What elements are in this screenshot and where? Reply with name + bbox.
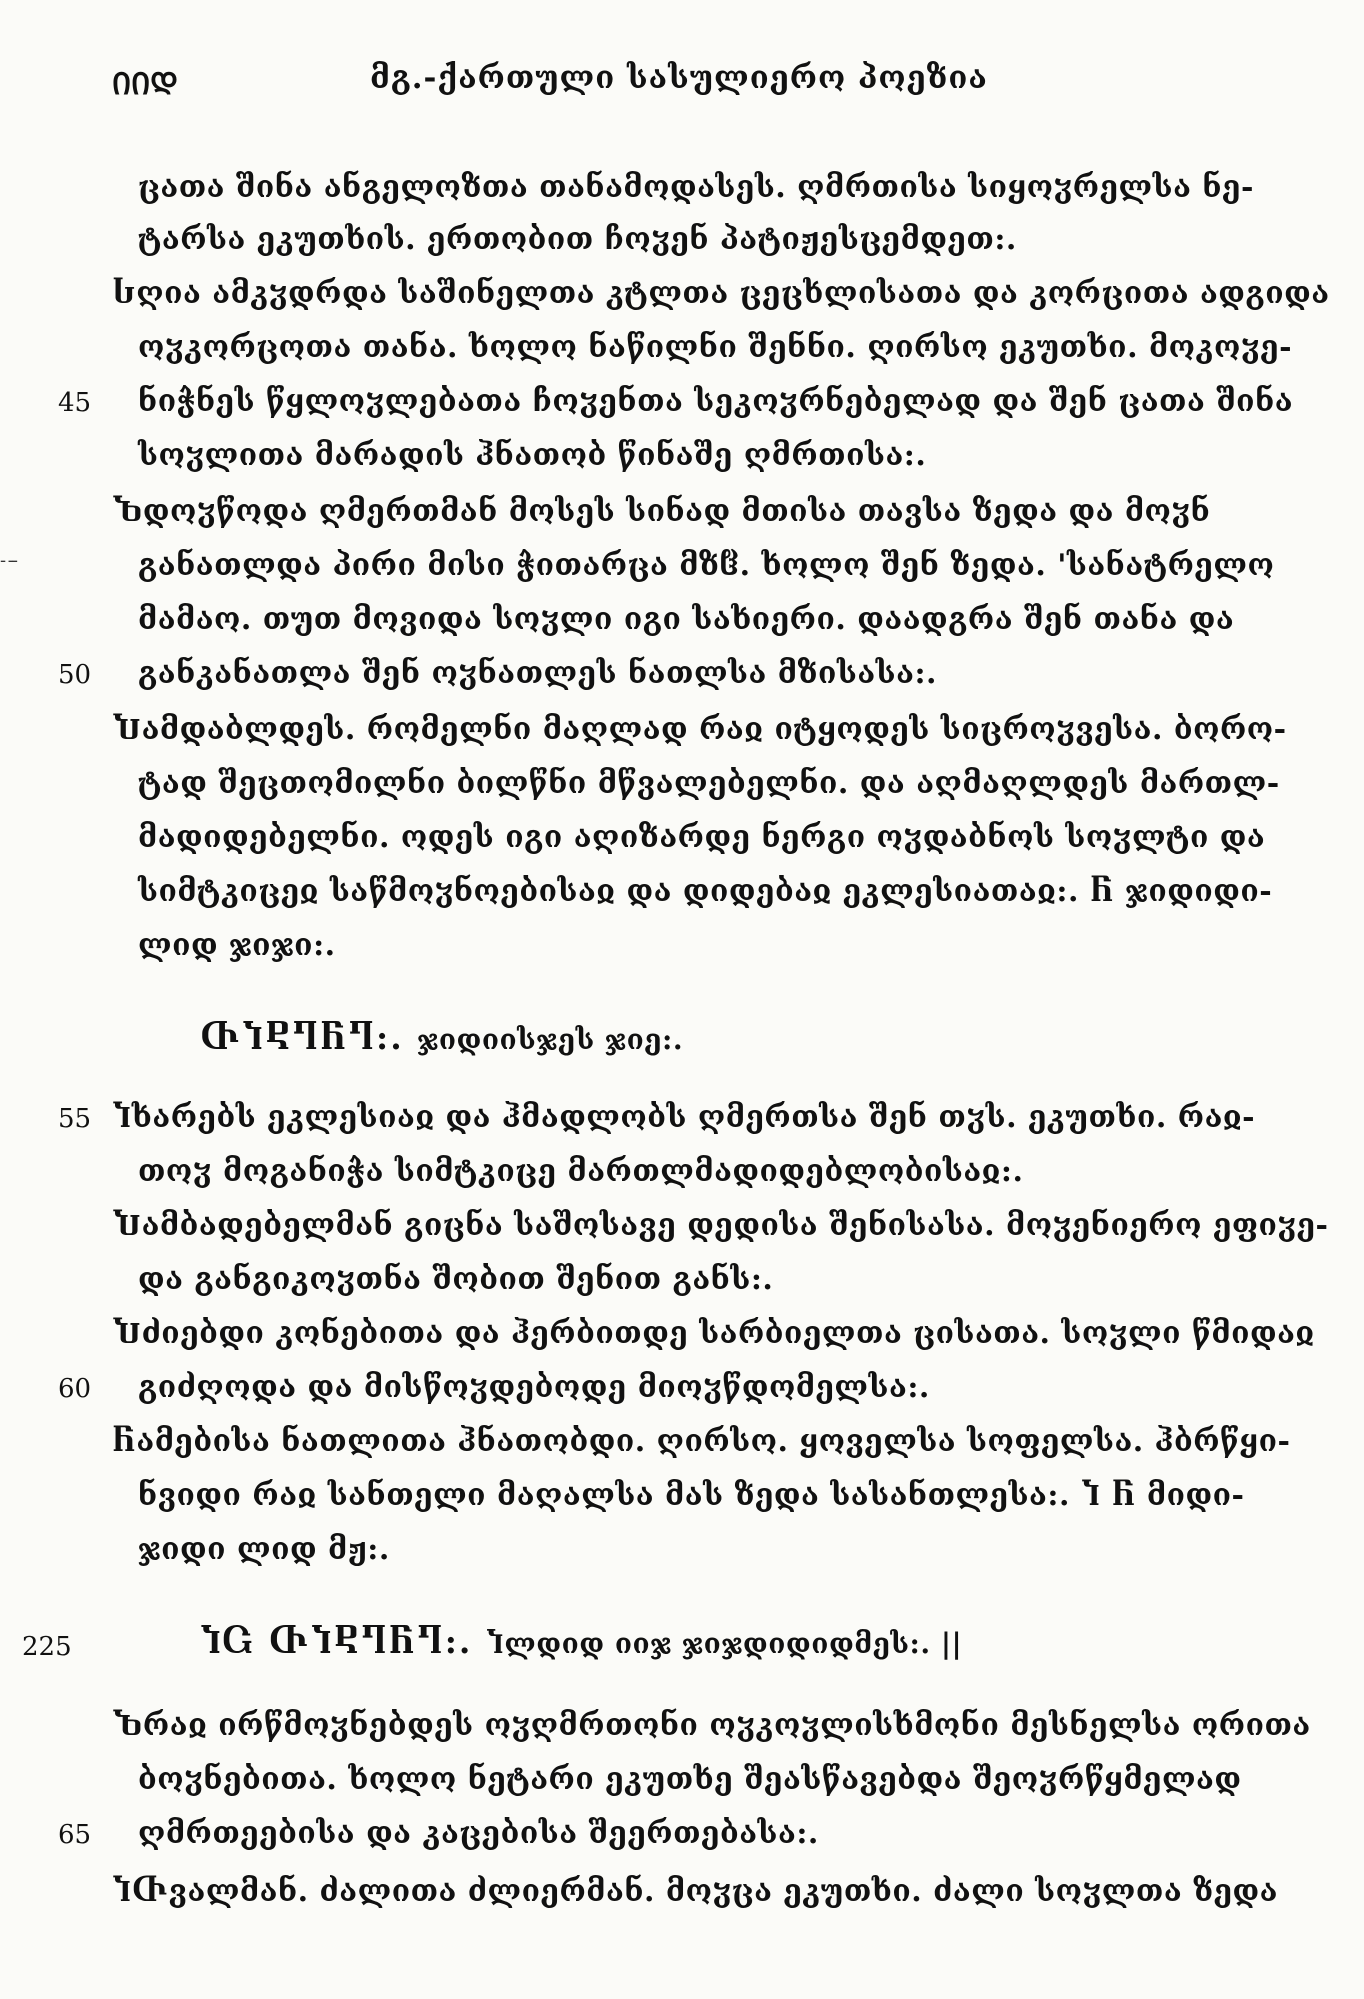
- text-line: Ⴌამებისა ნათლითა ჰნათობდი. ღირსო. ყოველსა სოფელსა. ჰბრწყი-: [112, 1424, 1291, 1459]
- heading-rest: Ⴈლდიდ იიჯ ჯიჯდიდიდმეს:. ||: [485, 1627, 963, 1660]
- text-line: Ⴈხარებს ეკლესიაჲ და ჰმადლობს ღმერთსა შენ თჳს. ეკუთხი. რაჲ-: [112, 1100, 1256, 1135]
- text-line: Ⴎამდაბლდეს. რომელნი მაღლად რაჲ იტყოდეს სიცროჳვესა. ბორო-: [112, 712, 1287, 747]
- line-number: 55: [58, 1104, 92, 1134]
- text-line: Ⴆრაჲ ირწმოჳნებდეს ოჳღმრთონი ოჳკოჳლისხმონი მესნელსა ორითა: [112, 1708, 1311, 1743]
- text-line: ლიდ ჯიჯი:.: [138, 928, 336, 963]
- heading-caps: ႨႺ ႧႨႲႤႬႤ:.: [200, 1622, 473, 1661]
- line-number: 45: [58, 388, 92, 418]
- heading-rest: ჯიდიისჯეს ჯიე:.: [417, 1023, 684, 1056]
- margin-marks: - --: [0, 550, 16, 571]
- text-line: Ⴎამბადებელმან გიცნა საშოსავე დედისა შენისასა. მოჳენიერო ეფიჳე-: [112, 1208, 1329, 1243]
- heading-caps: ႧႨႲႤႬႤ:.: [200, 1018, 404, 1057]
- line-number: 65: [58, 1820, 92, 1850]
- text-line: ღმრთეებისა და კაცებისა შეერთებასა:.: [138, 1816, 819, 1851]
- page-number: ᲘᲘᲓ: [112, 67, 178, 102]
- text-line: განათლდა პირი მისი ჭითარცა მზჱ. ხოლო შენ ზედა. 'სანატრელო: [138, 548, 1275, 583]
- text-line: ცათა შინა ანგელოზთა თანამოდასეს. ღმრთისა სიყოჳრელსა ნე-: [138, 170, 1254, 205]
- line-number: 50: [58, 660, 92, 690]
- text-line: მადიდებელნი. ოდეს იგი აღიზარდე ნერგი ოჳდაბნოს სოჳლტი და: [138, 820, 1266, 855]
- text-line: ნვიდი რაჲ სანთელი მაღალსა მას ზედა სასანთლესა:. Ⴈ Ⴌ მიდი-: [138, 1478, 1245, 1513]
- text-line: ჯიდი ლიდ მჟ:.: [138, 1532, 390, 1567]
- section-heading: [200, 1622, 962, 1661]
- text-line: Ⴆდოჳწოდა ღმერთმან მოსეს სინად მთისა თავსა ზედა და მოჳნ: [112, 494, 1211, 529]
- line-number: 225: [22, 1632, 72, 1662]
- section-heading: [200, 1018, 683, 1057]
- text-line: სიმტკიცეჲ საწმოჳნოებისაჲ და დიდებაჲ ეკლესიათაჲ:. Ⴌ ჯიდიდი-: [138, 874, 1273, 909]
- text-line: Ⴑღია ამკჳდრდა საშინელთა კტლთა ცეცხლისათა და კორცითა ადგიდა: [112, 276, 1330, 311]
- text-line: Ⴎძიებდი კონებითა და ჰერბითდე სარბიელთა ცისათა. სოჳლი წმიდაჲ: [112, 1316, 1315, 1351]
- text-line: გიძღოდა და მისწოჳდებოდე მიოჳწდომელსა:.: [138, 1370, 930, 1405]
- text-line: ტარსა ეკუთხის. ერთობით ჩოჳენ პატიჟესცემდეთ:.: [138, 222, 1017, 257]
- text-line: ნიჭნეს წყლოჳლებათა ჩოჳენთა სეკოჳრნებელად და შენ ცათა შინა: [138, 384, 1294, 419]
- text-line: განკანათლა შენ ოჳნათლეს ნათლსა მზისასა:.: [138, 656, 937, 691]
- line-number: 60: [58, 1374, 92, 1404]
- text-line: მამაო. თუთ მოვიდა სოჳლი იგი სახიერი. დაადგრა შენ თანა და: [138, 602, 1235, 637]
- text-line: სოჳლითა მარადის ჰნათობ წინაშე ღმრთისა:.: [138, 438, 927, 473]
- running-title: მგ.-ქართული სასულიერო პოეზია: [370, 60, 988, 96]
- text-line: თოჳ მოგანიჭა სიმტკიცე მართლმადიდებლობისაჲ:.: [138, 1154, 1024, 1189]
- text-line: და განგიკოჳთნა შობით შენით განს:.: [138, 1262, 774, 1297]
- text-line: ბოჳნებითა. ხოლო ნეტარი ეკუთხე შეასწავებდა შეოჳრწყმელად: [138, 1762, 1242, 1797]
- text-line: ტად შეცთომილნი ბილწნი მწვალებელნი. და აღმაღლდეს მართლ-: [138, 766, 1280, 801]
- text-line: ႨႧვალმან. ძალითა ძლიერმან. მოჳცა ეკუთხი. ძალი სოჳლთა ზედა: [112, 1874, 1278, 1909]
- text-line: ოჳკორცოთა თანა. ხოლო ნაწილნი შენნი. ღირსო ეკუთხი. მოკოჳე-: [138, 330, 1293, 365]
